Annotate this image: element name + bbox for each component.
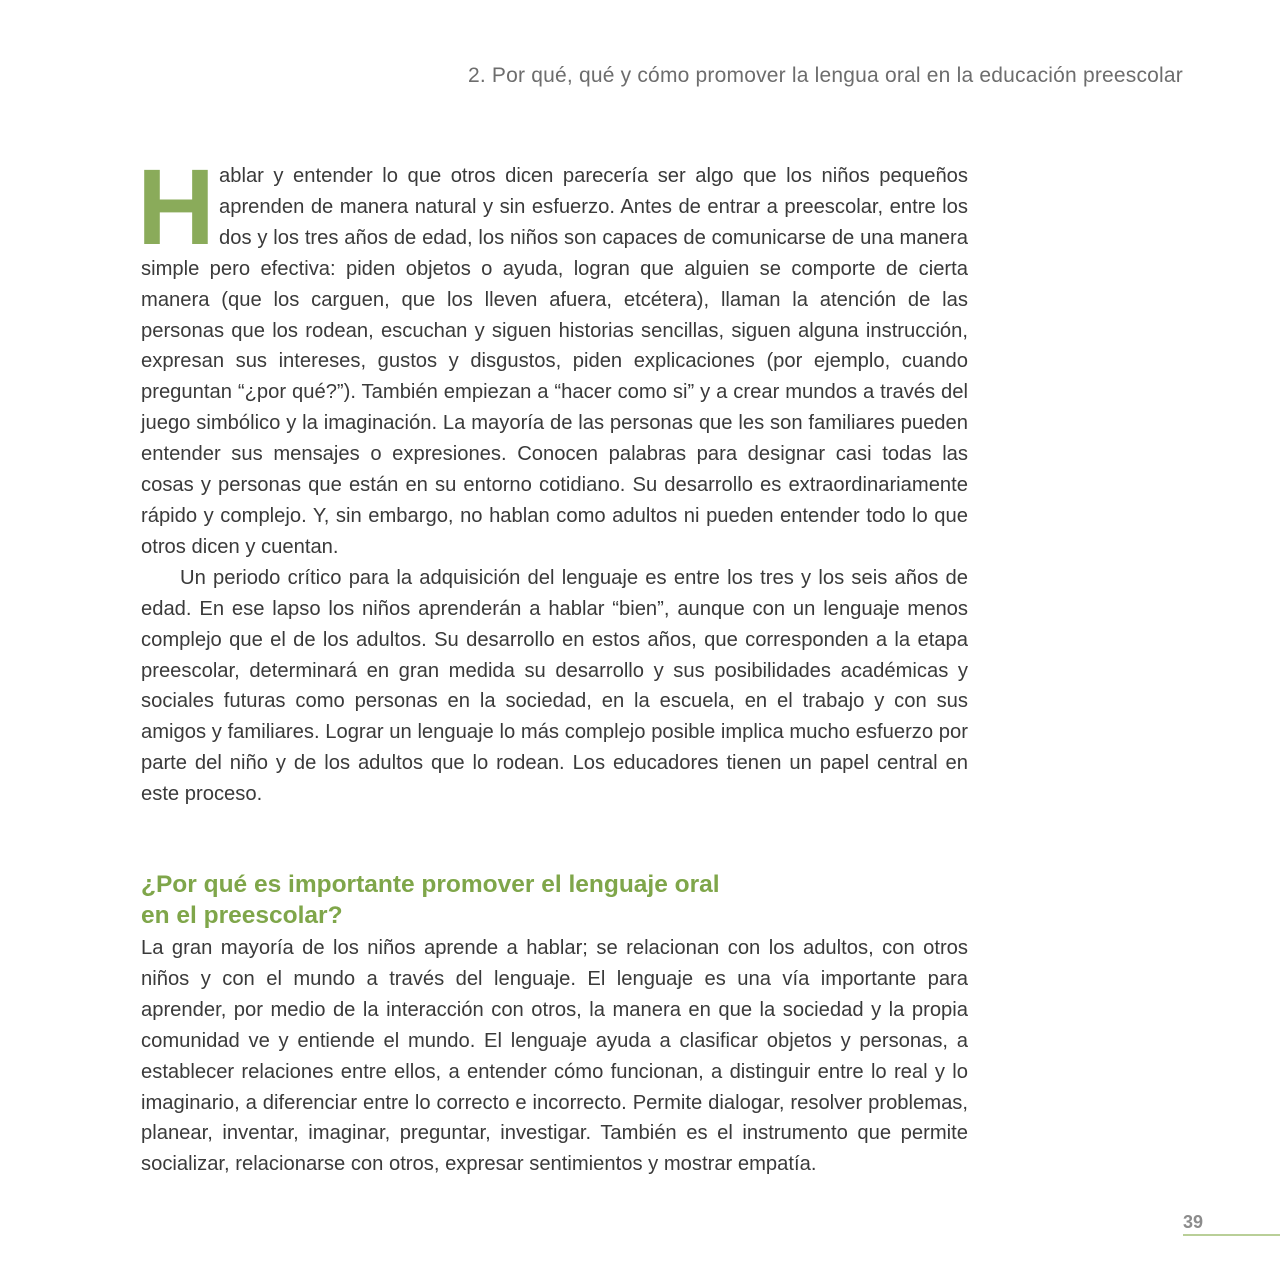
section-heading — [141, 869, 841, 931]
page-number-rule — [1183, 1234, 1280, 1236]
section-paragraph: La gran mayoría de los niños aprende a hablar; se relacionan con los adultos, con otros niños y con el mundo a través del lenguaje. El lenguaje es una vía importante para aprender, por medio de la interacción con otros, la manera en que la sociedad y la propia comunidad ve y entiende el mundo. El lenguaje ayuda a clasificar objetos y personas, a establecer relaciones entre ellos, a entender cómo funcionan, a distinguir entre lo real y lo imaginario, a diferenciar entre lo correcto e incorrecto. Permite dialogar, resolver problemas, planear, inventar, imaginar, preguntar, investigar. También es el instrumento que permite socializar, relacionarse con otros, expresar sentimientos y mostrar empatía. — [141, 937, 968, 1176]
section-heading-line-1: ¿Por qué es importante promover el lenguaje oral — [141, 871, 720, 898]
page-number: 39 — [1183, 1212, 1204, 1232]
running-header: 2. Por qué, qué y cómo promover la lengua oral en la educación preescolar — [467, 64, 1183, 87]
section-heading-line-2: en el preescolar? — [141, 902, 343, 929]
intro-paragraph-1 — [137, 146, 968, 563]
intro-paragraph-2: Un periodo crítico para la adquisición del lenguaje es entre los tres y los seis años de edad. En ese lapso los niños aprenderán a hablar “bien”, aunque con un lenguaje menos complejo que el de los adultos. Su desarrollo en estos años, que corresponden a la etapa preescolar, determinará en gran medida su desarrollo y sus posibilidades académicas y sociales futuras como personas en la sociedad, en la escuela, en el trabajo y con sus amigos y familiares. Lograr un lenguaje lo más complejo posible implica mucho esfuerzo por parte del niño y de los adultos que lo rodean. Los educadores tienen un papel central en este proceso. — [141, 566, 968, 806]
drop-cap: H — [137, 146, 215, 267]
section-text — [141, 933, 968, 1180]
intro-paragraph-1-text: ablar y entender lo que otros dicen parecería ser algo que los niños pequeños aprenden de manera natural y sin esfuerzo. Antes de entrar a preescolar, entre los dos y los tres años de edad, los niños son capaces de comunicarse de una manera simple pero efectiva: piden objetos o ayuda, logran que alguien se comporte de cierta manera (que los carguen, que los lleven afuera, etcétera), llaman la atención de las personas que los rodean, escuchan y siguen historias sencillas, siguen alguna instrucción, expresan sus intereses, gustos y disgustos, piden explicaciones (por ejemplo, cuando preguntan “¿por qué?”). También empiezan a “hacer como si” y a crear mundos a través del juego simbólico y la imaginación. La mayoría de las personas que les son familiares pueden entender sus mensajes o expresiones. Conocen palabras para designar casi todas las cosas y personas que están en su entorno cotidiano. Su desarrollo es extraordinariamente rápido y complejo. Y, sin embargo, no hablan como adultos ni pueden entender todo lo que otros dicen y cuentan. — [141, 165, 968, 558]
intro-text — [137, 146, 968, 810]
